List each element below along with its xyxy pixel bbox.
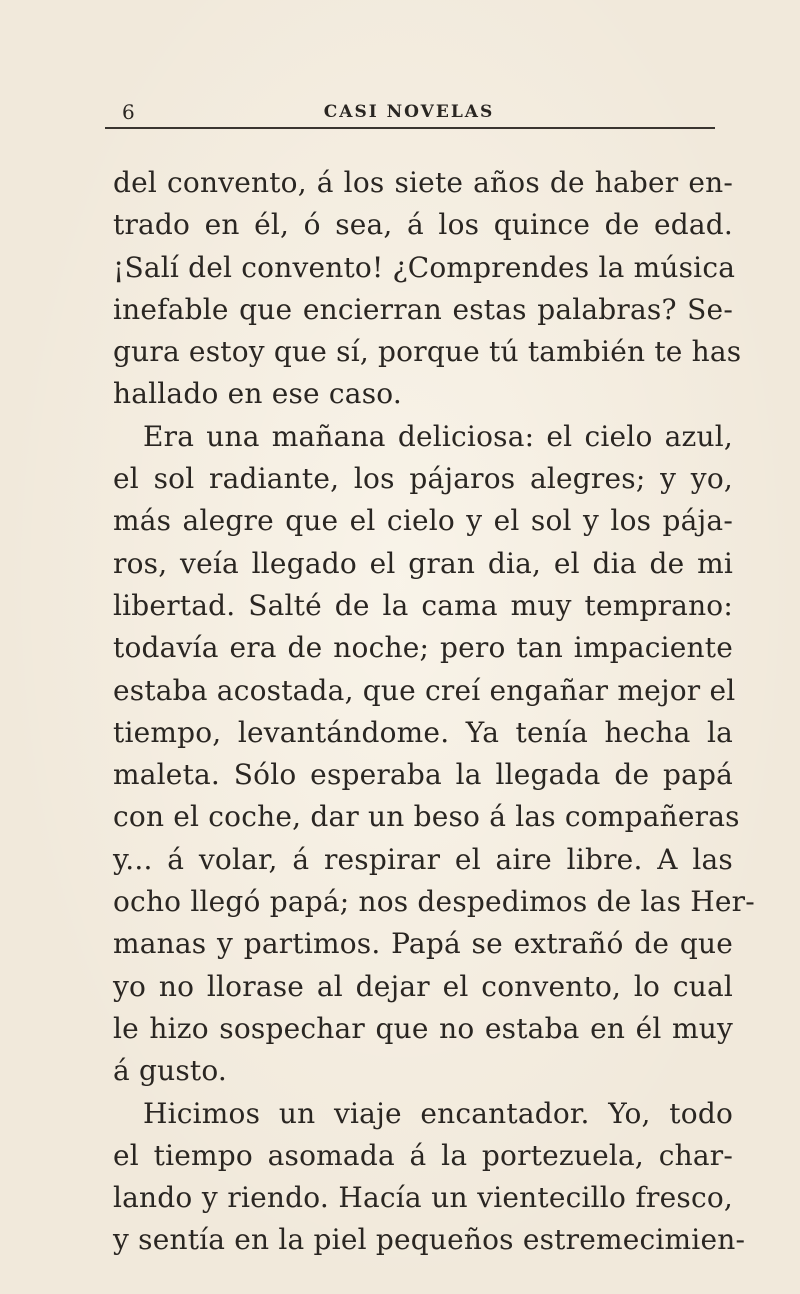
text-line: y sentía en la piel pequeños estremecimien- <box>113 1223 746 1257</box>
text-line: más alegre que el cielo y el sol y los pája- <box>113 504 733 538</box>
text-line: hallado en ese caso. <box>113 377 402 411</box>
text-line: el sol radiante, los pájaros alegres; y yo, <box>113 462 733 496</box>
text-line: con el coche, dar un beso á las compañeras <box>113 800 740 834</box>
text-line: á gusto. <box>113 1054 228 1088</box>
text-line: ros, veía llegado el gran dia, el dia de mi <box>113 546 733 580</box>
text-line: lando y riendo. Hacía un vientecillo fresco, <box>113 1181 733 1215</box>
text-line: libertad. Salté de la cama muy temprano: <box>113 588 733 622</box>
text-line: todavía era de noche; pero tan impaciente <box>113 631 733 665</box>
text-line: estaba acostada, que creí engañar mejor el <box>113 673 736 707</box>
running-title: CASI NOVELAS <box>323 102 495 122</box>
text-line: le hizo sospechar que no estaba en él muy <box>113 1011 733 1045</box>
text-line: manas y partimos. Papá se extrañó de que <box>113 927 733 961</box>
text-line: maleta. Sólo esperaba la llegada de papá <box>113 758 733 792</box>
text-line: y... á volar, á respirar el aire libre. A las <box>113 842 733 876</box>
running-head <box>100 92 718 132</box>
text-line: tiempo, levantándome. Ya tenía hecha la <box>113 715 733 749</box>
text-line: el tiempo asomada á la portezuela, char- <box>113 1138 733 1172</box>
text-line: Hicimos un viaje encantador. Yo, todo <box>143 1096 733 1130</box>
text-line: gura estoy que sí, porque tú también te has <box>113 335 742 369</box>
text-line: yo no llorase al dejar el convento, lo cual <box>113 969 733 1003</box>
text-line: Era una mañana deliciosa: el cielo azul, <box>143 419 733 453</box>
body-text <box>113 162 755 1262</box>
text-line: ¡Salí del convento! ¿Comprendes la música <box>113 250 736 284</box>
text-line: inefable que encierran estas palabras? Se- <box>113 292 733 326</box>
header-rule <box>105 127 715 129</box>
page-number: 6 <box>122 100 136 124</box>
text-line: del convento, á los siete años de haber en- <box>113 166 733 199</box>
text-line: ocho llegó papá; nos despedimos de las Her- <box>113 885 755 919</box>
text-line: trado en él, ó sea, á los quince de edad. <box>113 208 733 242</box>
